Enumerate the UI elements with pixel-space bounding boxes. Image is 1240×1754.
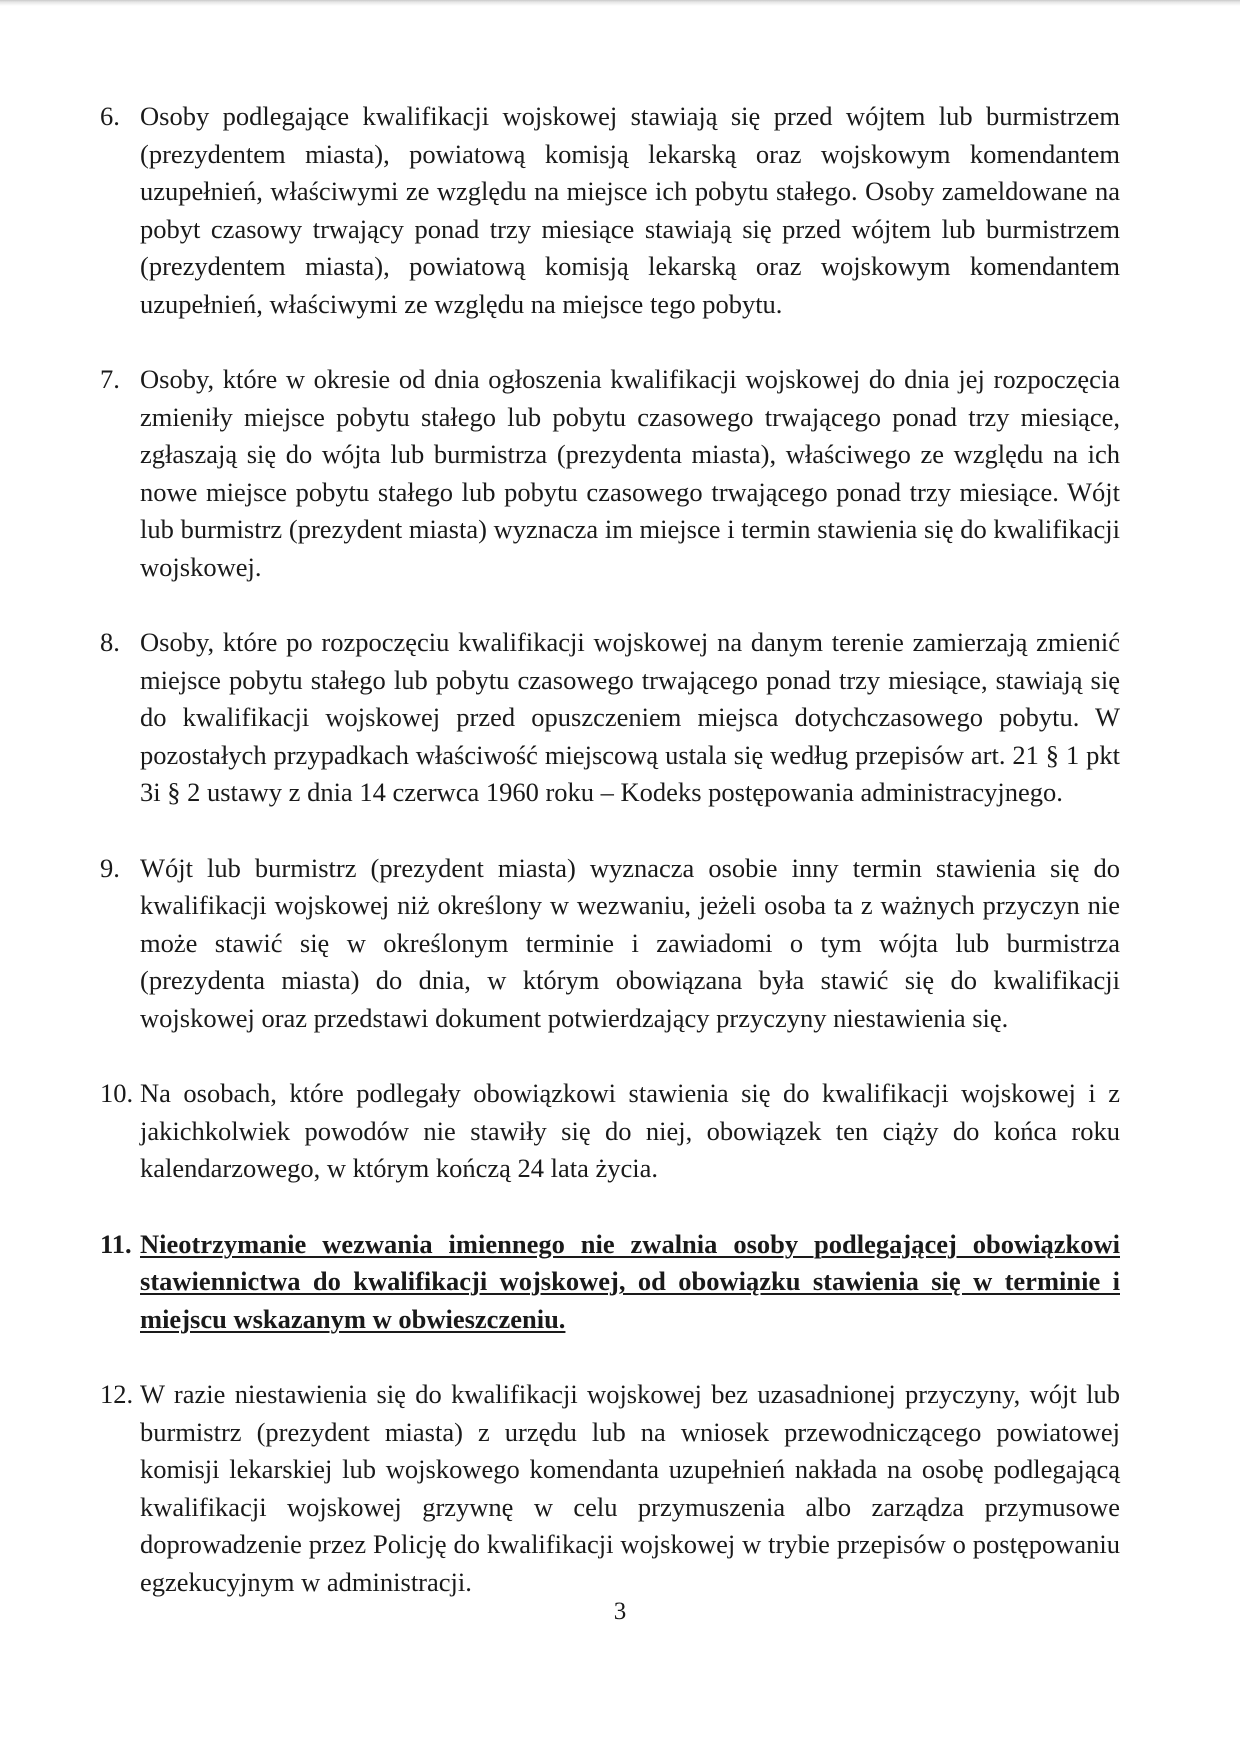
clause-text: Na osobach, które podlegały obowiązkowi stawienia się do kwalifikacji wojskowej i z jakichkolwiek powodów nie stawiły się do niej, obowiązek ten ciąży do końca roku kalendarzowego, w którym kończą 24 lata życia. bbox=[140, 1078, 1120, 1183]
clause-11-emphasized bbox=[100, 1226, 1120, 1339]
clause-number: 9. bbox=[100, 852, 120, 883]
clause-number: 11. bbox=[100, 1228, 132, 1259]
document-body bbox=[100, 98, 1120, 1639]
clause-number: 7. bbox=[100, 364, 120, 394]
clause-8 bbox=[100, 624, 1120, 812]
clause-text: W razie niestawienia się do kwalifikacji wojskowej bez uzasadnionej przyczyny, wójt lub burmistrz (prezydent miasta) z urzędu lub na wniosek przewodniczącego powiatowej komisji lekarskiej lub wojskowego komendanta uzupełnień nakłada na osobę podlegającą kwalifikacji wojskowej grzywnę w celu przymuszenia albo zarządza przymusowe doprowadzenie przez Policję do kwalifikacji wojskowej w trybie przepisów o postępowaniu egzekucyjnym w administracji. bbox=[140, 1379, 1120, 1597]
clause-9 bbox=[100, 850, 1120, 1038]
clause-12 bbox=[100, 1376, 1120, 1601]
clause-number: 10. bbox=[100, 1078, 134, 1108]
clause-number: 8. bbox=[100, 627, 120, 657]
page-number: 3 bbox=[613, 1598, 627, 1625]
clause-text: Osoby, które po rozpoczęciu kwalifikacji wojskowej na danym terenie zamierzają zmienić miejsce pobytu stałego lub pobytu czasowego trwającego ponad trzy miesiące, stawiają się do kwalifikacji wojskowej przed opuszczeniem miejsca dotychczasowego pobytu. W pozostałych przypadkach właściwość miejscową ustala się według przepisów art. 21 § 1 pkt 3i § 2 ustawy z dnia 14 czerwca 1960 roku – Kodeks postępowania administracyjnego. bbox=[140, 627, 1120, 807]
clause-number: 6. bbox=[100, 101, 120, 131]
clause-number: 12. bbox=[100, 1379, 134, 1409]
scan-top-edge bbox=[0, 0, 1240, 6]
clause-text: Wójt lub burmistrz (prezydent miasta) wyznacza osobie inny termin stawienia się do kwalifikacji wojskowej niż określony w wezwaniu, jeżeli osoba ta z ważnych przyczyn nie może stawić się w określonym terminie i zawiadomi o tym wójta lub burmistrza (prezydenta miasta) do dnia, w którym obowiązana była stawić się do kwalifikacji wojskowej oraz przedstawi dokument potwierdzający przyczyny niestawienia się. bbox=[140, 852, 1120, 1033]
clause-text: Osoby, które w okresie od dnia ogłoszenia kwalifikacji wojskowej do dnia jej rozpoczęcia zmieniły miejsce pobytu stałego lub pobytu czasowego trwającego ponad trzy miesiące, zgłaszają się do wójta lub burmistrza (prezydenta miasta), właściwego ze względu na ich nowe miejsce pobytu stałego lub pobytu czasowego trwającego ponad trzy miesiące. Wójt lub burmistrz (prezydent miasta) wyznacza im miejsce i termin stawienia się do kwalifikacji wojskowej. bbox=[140, 364, 1120, 582]
clause-6 bbox=[100, 98, 1120, 323]
clause-text: Nieotrzymanie wezwania imiennego nie zwalnia osoby podlegającej obowiązkowi stawiennictwa do kwalifikacji wojskowej, od obowiązku stawienia się w terminie i miejscu wskazanym w obwieszczeniu. bbox=[140, 1228, 1120, 1334]
clause-7 bbox=[100, 361, 1120, 586]
clause-10 bbox=[100, 1075, 1120, 1188]
clause-text: Osoby podlegające kwalifikacji wojskowej stawiają się przed wójtem lub burmistrzem (prezydentem miasta), powiatową komisją lekarską oraz wojskowym komendantem uzupełnień, właściwymi ze względu na miejsce ich pobytu stałego. Osoby zameldowane na pobyt czasowy trwający ponad trzy miesiące stawiają się przed wójtem lub burmistrzem (prezydentem miasta), powiatową komisją lekarską oraz wojskowym komendantem uzupełnień, właściwymi ze względu na miejsce tego pobytu. bbox=[140, 101, 1120, 319]
